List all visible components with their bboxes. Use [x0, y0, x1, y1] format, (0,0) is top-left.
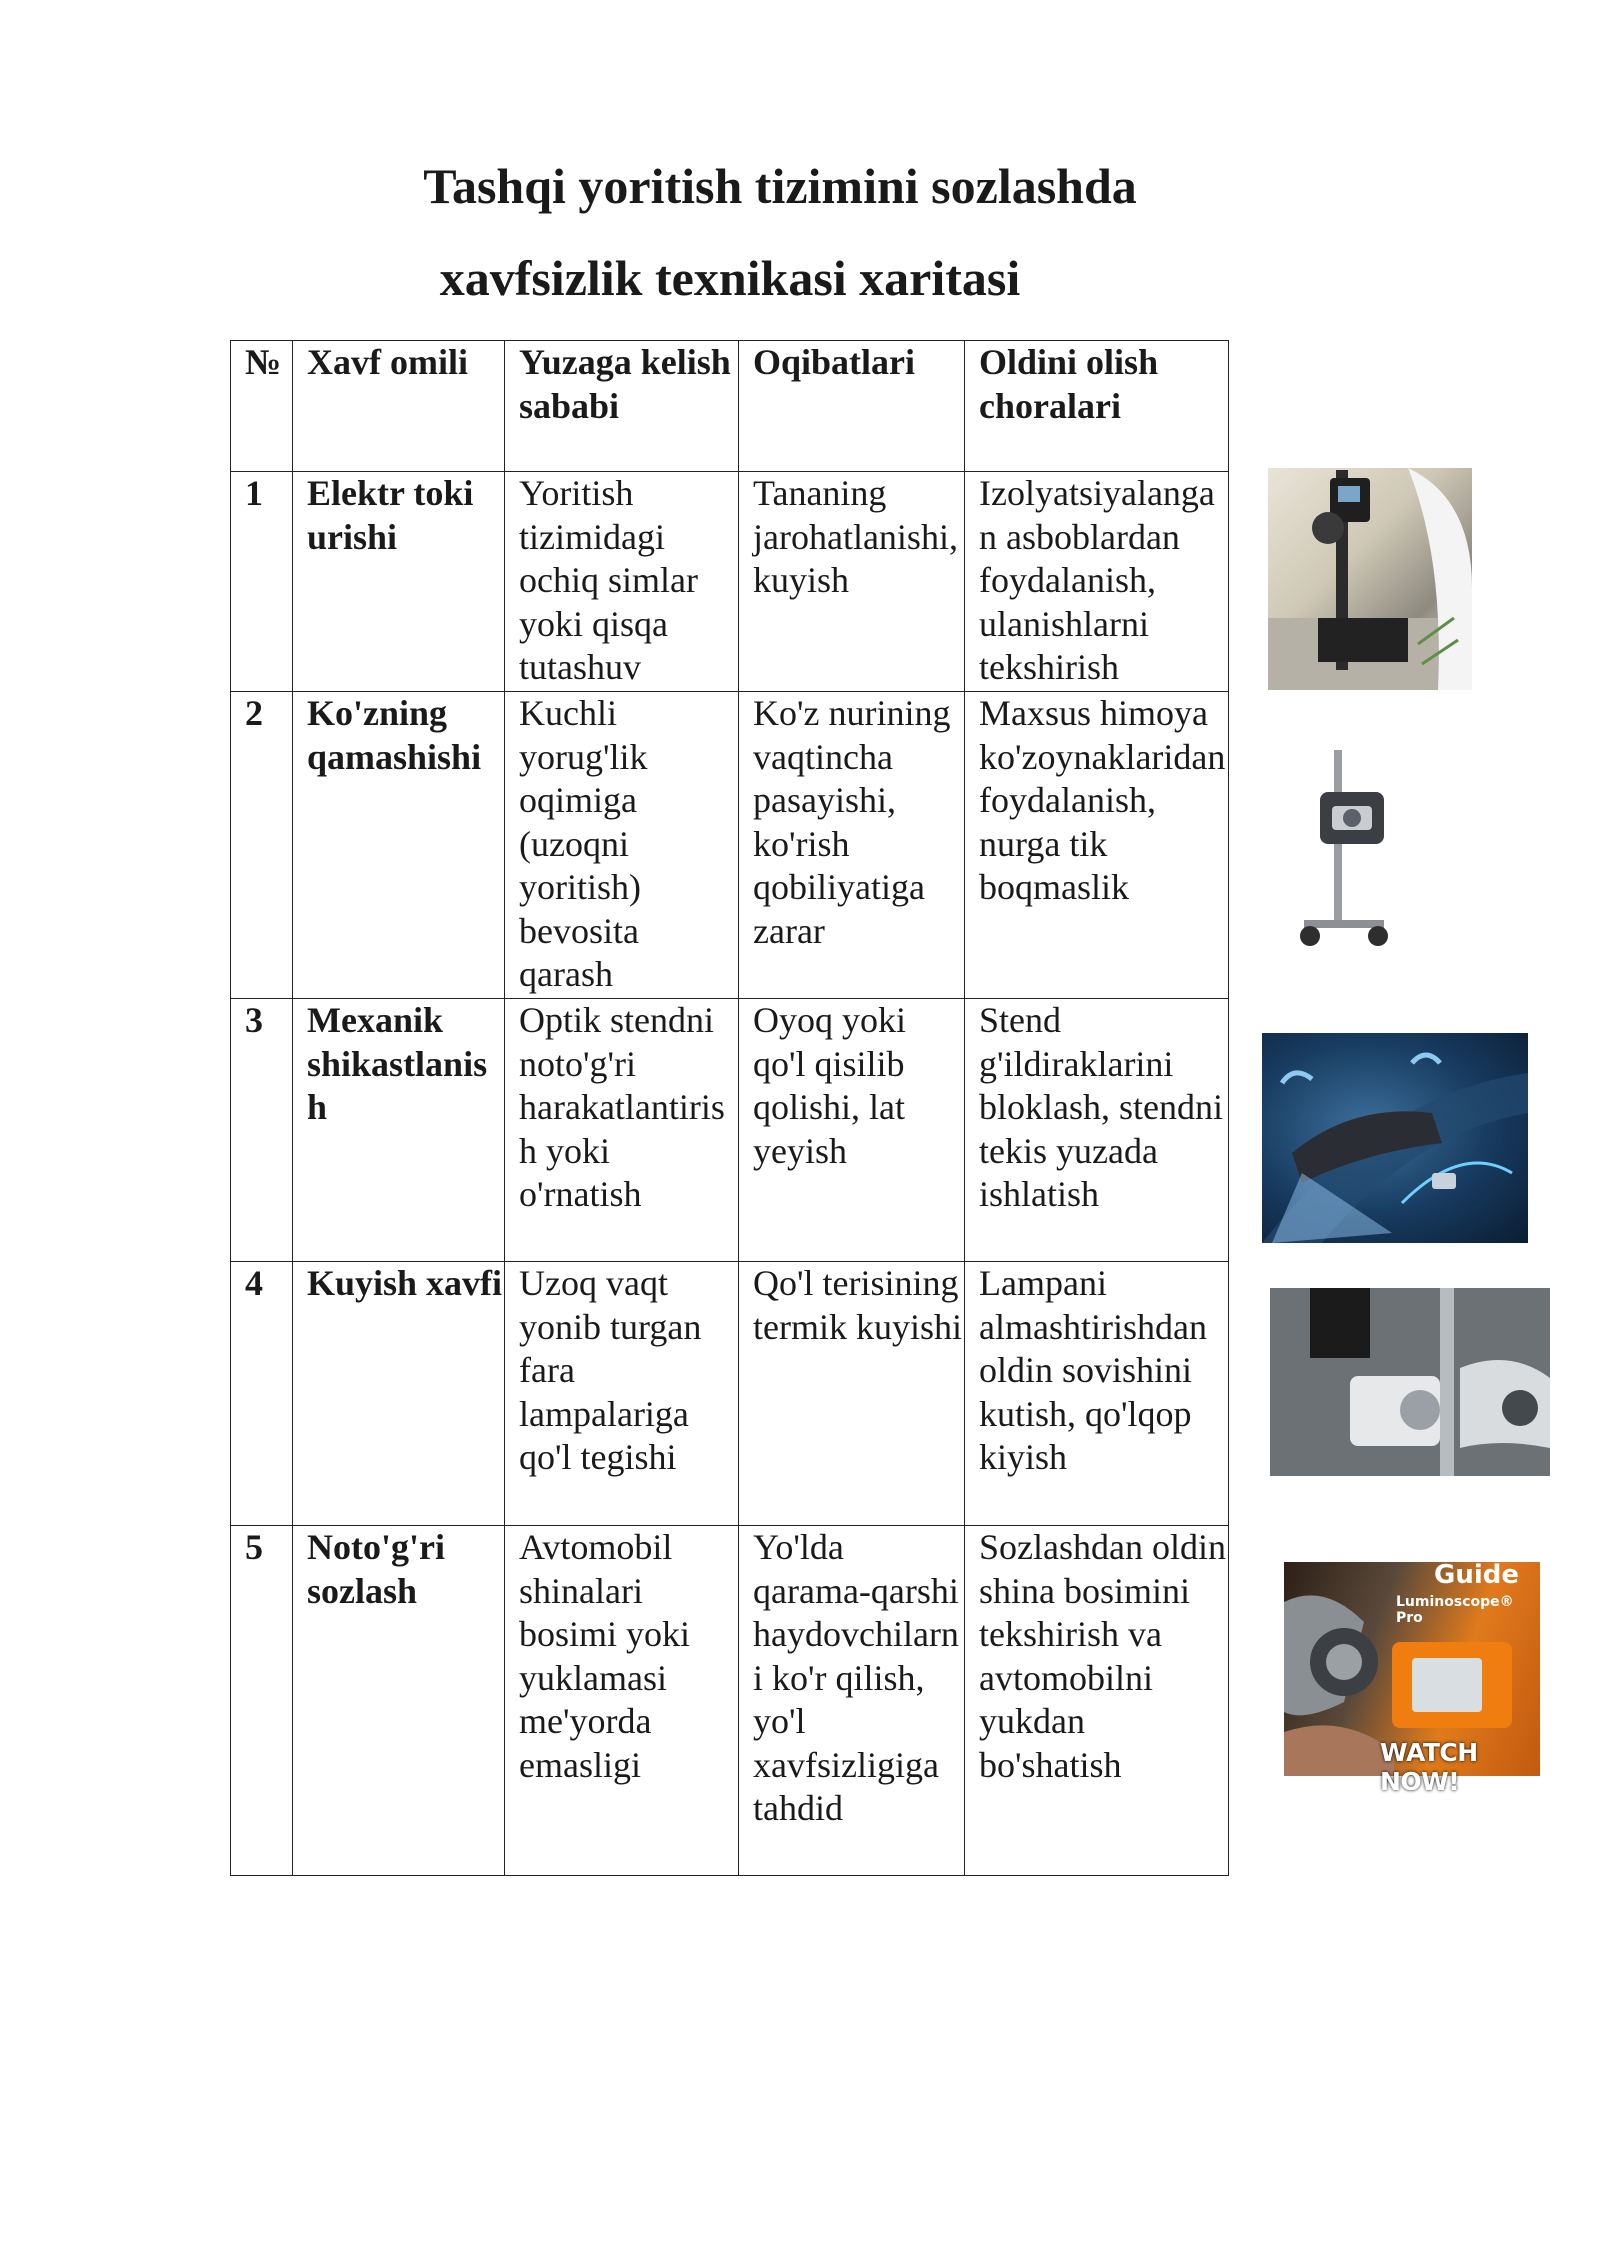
- row-number: 1: [231, 472, 293, 692]
- prevention: Maxsus himoya ko'zoynaklaridan foydalanish, nurga tik boqmaslik: [965, 692, 1229, 999]
- row-number: 3: [231, 999, 293, 1262]
- cause: Uzoq vaqt yonib turgan fara lampalariga qo'l tegishi: [505, 1262, 739, 1526]
- hazard-factor: Mexanik shikastlanish: [293, 999, 505, 1262]
- header-number: №: [231, 341, 293, 472]
- headlight-aligner-illustration: [1290, 750, 1410, 950]
- document-title-line-2: xavfsizlik texnikasi xaritasi: [439, 250, 1021, 306]
- header-consequences: Oqibatlari: [739, 341, 965, 472]
- guide-title: Guide: [1434, 1560, 1520, 1590]
- consequence: Qo'l terisining termik kuyishi: [739, 1262, 965, 1526]
- row-number: 5: [231, 1526, 293, 1876]
- prevention: Lampani almashtirishdan oldin sovishini kutish, qo'lqop kiyish: [965, 1262, 1229, 1526]
- table-header-row: [231, 341, 1229, 472]
- consequence: Oyoq yoki qo'l qisilib qolishi, lat yeyish: [739, 999, 965, 1262]
- consequence: Tananing jarohatlanishi, kuyish: [739, 472, 965, 692]
- headlight-tester-photo: [1268, 468, 1472, 690]
- prevention: Izolyatsiyalangan asboblardan foydalanish, ulanishlarni tekshirish: [965, 472, 1229, 692]
- headlight-tester-illustration: [1268, 468, 1472, 690]
- consequence: Ko'z nurining vaqtincha pasayishi, ko'rish qobiliyatiga zarar: [739, 692, 965, 999]
- row-number: 2: [231, 692, 293, 999]
- table-row: [231, 692, 1229, 999]
- table-row: [231, 999, 1229, 1262]
- hazard-factor: Noto'g'ri sozlash: [293, 1526, 505, 1876]
- table-row: [231, 1262, 1229, 1526]
- cause: Kuchli yorug'lik oqimiga (uzoqni yoritish) bevosita qarash: [505, 692, 739, 999]
- hazard-factor: Elektr toki urishi: [293, 472, 505, 692]
- headlight-beam-graphic: [1262, 1033, 1528, 1243]
- guide-subtitle: Luminoscope® Pro: [1396, 1594, 1514, 1626]
- prevention: Stend g'ildiraklarini bloklash, stendni tekis yuzada ishlatish: [965, 999, 1229, 1262]
- document-title-line-1: Tashqi yoritish tizimini sozlashda: [423, 158, 1137, 214]
- cause: Avtomobil shinalari bosimi yoki yuklamasi me'yorda emasligi: [505, 1526, 739, 1876]
- video-guide-thumbnail[interactable]: [1284, 1560, 1540, 1796]
- header-prevention: Oldini olish choralari: [965, 341, 1229, 472]
- technician-illustration: [1270, 1288, 1550, 1476]
- hazard-table: [230, 340, 1229, 1876]
- table-row: [231, 472, 1229, 692]
- technician-with-tester-photo: [1270, 1288, 1550, 1476]
- cause: Optik stendni noto'g'ri harakatlantirish yoki o'rnatish: [505, 999, 739, 1262]
- car-beam-illustration: [1262, 1033, 1528, 1243]
- hazard-factor: Ko'zning qamashishi: [293, 692, 505, 999]
- cause: Yoritish tizimidagi ochiq simlar yoki qisqa tutashuv: [505, 472, 739, 692]
- prevention: Sozlashdan oldin shina bosimini tekshirish va avtomobilni yukdan bo'shatish: [965, 1526, 1229, 1876]
- consequence: Yo'lda qarama-qarshi haydovchilarni ko'r qilish, yo'l xavfsizligiga tahdid: [739, 1526, 965, 1876]
- row-number: 4: [231, 1262, 293, 1526]
- header-hazard-factor: Xavf omili: [293, 341, 505, 472]
- table-row: [231, 1526, 1229, 1876]
- hazard-factor: Kuyish xavfi: [293, 1262, 505, 1526]
- header-cause: Yuzaga kelish sababi: [505, 341, 739, 472]
- headlight-aligner-photo: [1290, 750, 1410, 950]
- watch-now-label[interactable]: WATCH NOW!: [1380, 1738, 1478, 1796]
